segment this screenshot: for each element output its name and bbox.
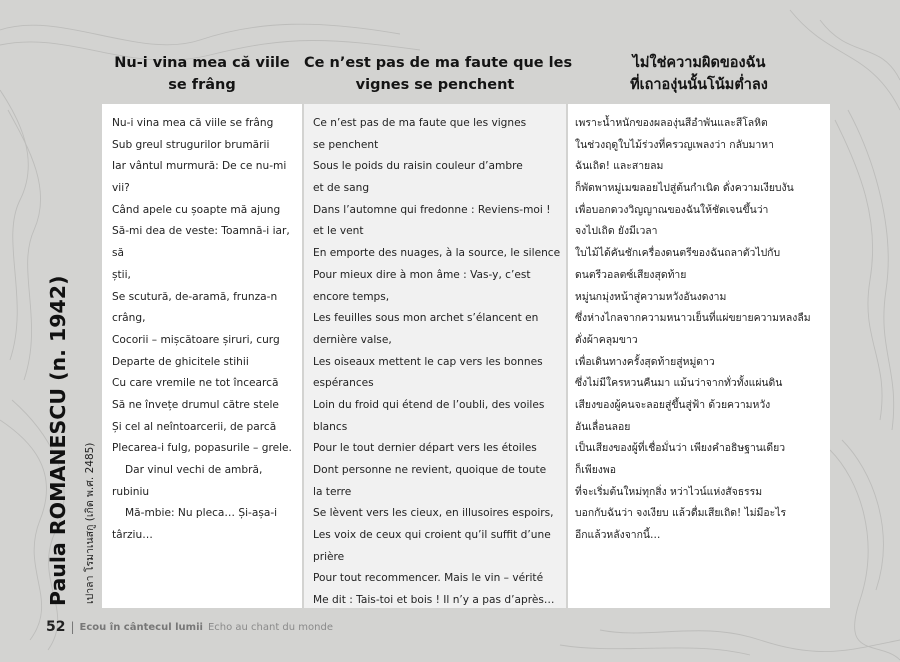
poem-line: ก็พัดพาหมู่เมฆลอยไปสู่ต้นกำเนิด ดั่งความเงียบงัน [575,182,794,195]
poem-line: Dans l’automne qui fredonne : Reviens-moi ! [313,203,551,216]
poem-line: ดนตรีวอลตซ์เสียงสุดท้าย [575,268,687,281]
poem-line: Cocorii – mișcătoare șiruri, curg [112,333,280,346]
poem-line: ที่จะเริ่มต้นใหม่ทุกสิ่ง หว่าไวน์แห่งสัจธรรม [575,485,763,498]
poem-line: Dar vinul vechi de ambră, [125,464,263,476]
poem-line: la terre [313,485,352,498]
poem-line: blancs [313,420,348,433]
poem-line: หมู่นกมุ่งหน้าสู่ความหวังอันงดงาม [575,290,727,303]
title-line: se frâng [168,77,236,93]
poem-line: เพื่อบอกดวงวิญญาณของฉันให้ชัดเจนขึ้นว่า [575,203,769,216]
poem-line: Les feuilles sous mon archet s’élancent en [313,312,539,325]
poem-line: Și cel al neîntoarcerii, de parcă [112,420,277,433]
poem-line: อีกแล้วหลังจากนี้… [575,529,661,542]
poem-line: Sous le poids du raisin couleur d’ambre [313,160,523,173]
poem-line: En emporte des nuages, à la source, le silence [313,247,561,260]
poem-line: Les voix de ceux qui croient qu’il suffit d’une [313,529,551,542]
poem-line: Plecarea-i fulg, popasurile – grele. [112,442,292,455]
page-footer [46,617,333,637]
poem-line: Les oiseaux mettent le cap vers les bonnes [313,355,543,368]
poem-line: prière [313,550,345,563]
poem-line: จงไปเถิด ยังมีเวลา [575,225,658,238]
poem-line: ซึ่งไม่มีใครหวนคืนมา แม้นว่าจากทั่วทั้งแผ่นดิน [575,377,783,390]
poem-line: อันเลื่อนลอย [575,420,631,433]
title-line: Nu-i vina mea că viile [114,55,290,71]
title-line: ไม่ใช่ความผิดของฉัน [632,55,766,71]
poem-line: Iar vântul murmură: De ce nu-mi [112,160,287,173]
poem-line: Departe de ghicitele stihii [112,355,249,368]
poem-line: Să-mi dea de veste: Toamnă-i iar, [112,225,290,238]
poem-line: rubiniu [112,485,150,498]
poem-line: ในช่วงฤดูใบไม้ร่วงที่ครวญเพลงว่า กลับมาหา [575,138,774,151]
poem-line: Când apele cu șoapte mă ajung [112,203,281,216]
poem-line: Pour mieux dire à mon âme : Vas-y, c’est [313,268,531,281]
column-title-thai [568,52,830,96]
poem-line: Dont personne ne revient, quoique de toute [313,464,547,476]
book-title: Ecou în cântecul lumii [79,621,203,633]
poem-line: Pour le tout dernier départ vers les étoiles [313,442,537,455]
poem-line: știi, [112,268,131,281]
poem-line: ฉันเถิด! และสายลม [575,160,664,173]
poem-line: Se scutură, de-aramă, frunza-n [112,290,278,303]
poem-line: บอกกับฉันว่า จงเงียบ แล้วดื่มเสียเถิด! ไม่มีอะไร [575,507,787,520]
poem-line: เพราะน้ำหนักของผลองุ่นสีอำพันและสีโลหิต [575,117,768,129]
poem-line: Nu-i vina mea că viile se frâng [112,117,274,129]
poem-line: Sub greul strugurilor brumării [112,138,270,151]
title-line: ที่เถาองุ่นนั้นโน้มต่ำลง [630,77,768,93]
author-name: Paula ROMANESCU (n. 1942) [46,275,70,606]
poem-line: dernière valse, [313,333,392,346]
poem-line: vii? [112,182,130,195]
poem-line: encore temps, [313,290,390,303]
poem-line: ดั่งผ้าคลุมขาว [575,333,638,346]
poem-line: Să ne învețe drumul către stele [112,398,279,411]
poem-line: ซึ่งห่างไกลจากความหนาวเย็นที่แผ่ขยายความหลงลืม [575,312,811,325]
footer-separator: | [70,620,75,634]
poem-line: se penchent [313,138,379,151]
poem-line: Cu care vremile ne tot încearcă [112,377,279,390]
poem-line: เพื่อเดินทางครั้งสุดท้ายสู่หมู่ดาว [575,355,715,368]
author-name-thai: เปาลา โรมาเนสกู (เกิด พ.ศ. 2485) [84,442,96,604]
poem-line: Me dit : Tais-toi et bois ! Il n’y a pas d’après… [313,594,555,607]
column-title-romanian [102,52,302,96]
poem-line: เป็นเสียงของผู้ที่เชื่อมั่นว่า เพียงคำอธิษฐานเดียว [575,442,786,455]
poem-romanian [112,113,300,547]
poem-line: เสียงของผู้คนจะลอยสู่ขึ้นสู่ฟ้า ด้วยความหวัง [575,398,771,411]
poem-line: Se lèvent vers les cieux, en illusoires espoirs, [313,507,554,520]
book-subtitle: Echo au chant du monde [207,621,333,633]
poem-line: Mă-mbie: Nu pleca… Și-așa-i [125,507,278,520]
poem-line: et de sang [313,182,370,195]
poem-line: târziu… [112,529,153,542]
title-line: vignes se penchent [355,77,515,93]
poem-line: crâng, [112,312,146,325]
poem-line: espérances [313,377,374,390]
column-title-french [304,52,573,96]
title-line: Ce n’est pas de ma faute que les [304,55,573,71]
poem-line: să [112,247,125,260]
poem-thai [575,113,827,547]
poem-line: Pour tout recommencer. Mais le vin – vérité [313,572,544,585]
page-number: 52 [46,619,66,635]
poem-line: ใบไม้ได้คันชักเครื่องดนตรีของฉันถลาตัวไปกับ [575,247,781,260]
poem-line: Ce n’est pas de ma faute que les vignes [313,117,527,129]
poem-line: et le vent [313,225,364,238]
poem-line: ก็เพียงพอ [575,464,616,476]
poem-french [313,113,563,612]
poem-line: Loin du froid qui étend de l’oubli, des voiles [313,398,545,411]
